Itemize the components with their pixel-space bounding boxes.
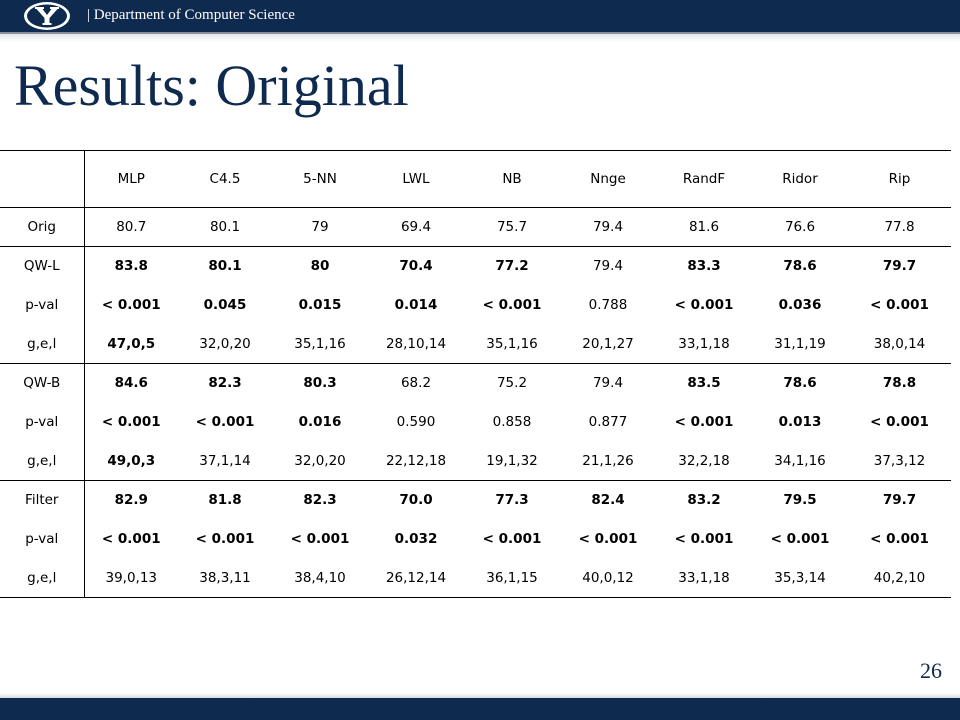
- table-cell: 68.2: [368, 364, 464, 403]
- table-cell: 32,0,20: [294, 452, 346, 469]
- table-cell: < 0.001: [870, 297, 929, 313]
- row-label: p-val: [0, 520, 84, 559]
- row-label: g,e,l: [0, 325, 84, 364]
- row-label: p-val: [0, 403, 84, 442]
- row-label: p-val: [0, 286, 84, 325]
- table-cell: < 0.001: [770, 531, 830, 547]
- table-cell: 82.9: [84, 481, 178, 520]
- table-cell: 20,1,27: [582, 335, 634, 352]
- column-header: NB: [502, 171, 522, 187]
- table-cell: 80: [272, 247, 368, 286]
- row-label: g,e,l: [0, 559, 84, 598]
- table-cell: 38,3,11: [178, 559, 272, 598]
- table-cell: 78.6: [752, 247, 848, 286]
- table-cell: 79.4: [592, 219, 624, 235]
- table-body: [0, 208, 951, 598]
- column-header: C4.5: [209, 171, 241, 187]
- table-cell: 80.3: [272, 364, 368, 403]
- table-cell: 35,3,14: [752, 559, 848, 598]
- table-cell: 0.877: [588, 414, 628, 430]
- column-header: Ridor: [782, 171, 818, 187]
- table-cell: 26,12,14: [368, 559, 464, 598]
- table-cell: < 0.001: [290, 531, 350, 547]
- table-cell: 79.7: [848, 247, 951, 286]
- table-row: [0, 286, 951, 325]
- table-cell: < 0.001: [674, 531, 734, 547]
- table-cell: < 0.001: [870, 414, 929, 430]
- column-header: RandF: [682, 171, 726, 187]
- table-cell: < 0.001: [482, 531, 542, 547]
- table-cell: 79.4: [560, 364, 656, 403]
- table-cell: 0.013: [778, 414, 822, 430]
- table-cell: < 0.001: [101, 414, 161, 430]
- header-bar: [0, 0, 960, 32]
- row-label: g,e,l: [0, 442, 84, 481]
- table-cell: < 0.001: [195, 414, 255, 430]
- results-table: [0, 150, 951, 598]
- table-cell: 38,0,14: [873, 335, 926, 352]
- table-cell: 77.3: [464, 481, 560, 520]
- table-cell: 82.3: [272, 481, 368, 520]
- table-cell: 49,0,3: [107, 452, 156, 469]
- table-cell: 0.788: [588, 297, 628, 313]
- table-row: [0, 208, 951, 247]
- table-cell: 35,1,16: [486, 335, 538, 352]
- row-label: Orig: [0, 208, 84, 247]
- table-cell: < 0.001: [101, 297, 161, 313]
- table-row: [0, 325, 951, 364]
- table-cell: 83.8: [84, 247, 178, 286]
- table-row: [0, 364, 951, 403]
- table-cell: 82.4: [560, 481, 656, 520]
- department-name: | Department of Computer Science: [87, 7, 295, 23]
- table-cell: 40,0,12: [560, 559, 656, 598]
- table-cell: 83.3: [656, 247, 752, 286]
- table-cell: 34,1,16: [774, 452, 826, 469]
- table-cell: < 0.001: [674, 297, 734, 313]
- footer-bar: [0, 698, 960, 720]
- table-cell: 81.6: [688, 219, 720, 235]
- table-cell: 0.590: [396, 414, 436, 430]
- table-row: [0, 520, 951, 559]
- table-cell: 35,1,16: [294, 335, 346, 352]
- table-cell: 39,0,13: [84, 559, 178, 598]
- table-row: [0, 442, 951, 481]
- header-shadow: [0, 34, 960, 42]
- table-cell: 84.6: [84, 364, 178, 403]
- column-header: MLP: [117, 171, 145, 187]
- row-label: QW-B: [0, 364, 84, 403]
- table-corner-cell: [0, 151, 84, 208]
- table-cell: < 0.001: [578, 531, 638, 547]
- table-cell: < 0.001: [482, 297, 542, 313]
- table-row: [0, 247, 951, 286]
- table-cell: 83.5: [656, 364, 752, 403]
- table-cell: 80.7: [116, 219, 147, 235]
- table-cell: 69.4: [400, 219, 432, 235]
- table-cell: 81.8: [178, 481, 272, 520]
- page-number: 26: [920, 658, 942, 683]
- table-cell: 70.0: [368, 481, 464, 520]
- table-cell: 33,1,18: [656, 559, 752, 598]
- table-cell: 22,12,18: [385, 452, 447, 469]
- slide-title: Results: Original: [14, 53, 409, 118]
- table-cell: 79: [311, 219, 329, 235]
- byu-y-logo-icon: [22, 0, 72, 32]
- column-header: Rip: [888, 171, 911, 187]
- table-cell: 31,1,19: [774, 335, 826, 352]
- table-cell: 47,0,5: [107, 335, 156, 352]
- table-cell: 32,0,20: [199, 335, 251, 352]
- table-cell: 0.016: [298, 414, 342, 430]
- table-cell: < 0.001: [674, 414, 734, 430]
- table-cell: 75.7: [496, 219, 528, 235]
- table-cell: 70.4: [368, 247, 464, 286]
- table-cell: 19,1,32: [486, 452, 538, 469]
- table-cell: 79.5: [752, 481, 848, 520]
- table-cell: 82.3: [178, 364, 272, 403]
- table-cell: 0.014: [394, 297, 438, 313]
- table-cell: 79.7: [848, 481, 951, 520]
- table-cell: 77.2: [464, 247, 560, 286]
- table-row: [0, 481, 951, 520]
- column-header: Nnge: [590, 171, 626, 187]
- table-cell: 75.2: [464, 364, 560, 403]
- table-cell: < 0.001: [195, 531, 255, 547]
- table-cell: 33,1,18: [678, 335, 730, 352]
- table-cell: 32,2,18: [678, 452, 730, 469]
- table-cell: 36,1,15: [464, 559, 560, 598]
- row-label: QW-L: [0, 247, 84, 286]
- table-cell: 37,3,12: [873, 452, 926, 469]
- table-cell: 78.8: [848, 364, 951, 403]
- table-cell: < 0.001: [101, 531, 161, 547]
- table-cell: 38,4,10: [272, 559, 368, 598]
- table-cell: 80.1: [209, 219, 241, 235]
- table-cell: 78.6: [752, 364, 848, 403]
- table-cell: 77.8: [884, 219, 915, 235]
- table-cell: 0.015: [298, 297, 342, 313]
- table-cell: 0.045: [203, 297, 247, 313]
- table-cell: < 0.001: [870, 531, 929, 547]
- table-cell: 28,10,14: [385, 335, 447, 352]
- table-cell: 0.032: [394, 531, 438, 547]
- table-cell: 37,1,14: [199, 452, 251, 469]
- table-row: [0, 559, 951, 598]
- row-label: Filter: [0, 481, 84, 520]
- table-row: [0, 403, 951, 442]
- table-cell: 21,1,26: [582, 452, 634, 469]
- table-cell: 76.6: [784, 219, 816, 235]
- table-cell: 79.4: [560, 247, 656, 286]
- table-cell: 40,2,10: [848, 559, 951, 598]
- table-cell: 0.036: [778, 297, 822, 313]
- column-header: 5-NN: [303, 171, 337, 187]
- column-header: LWL: [402, 171, 430, 187]
- table-header-row: [0, 151, 951, 208]
- table-cell: 83.2: [656, 481, 752, 520]
- table-cell: 0.858: [492, 414, 532, 430]
- table-cell: 80.1: [178, 247, 272, 286]
